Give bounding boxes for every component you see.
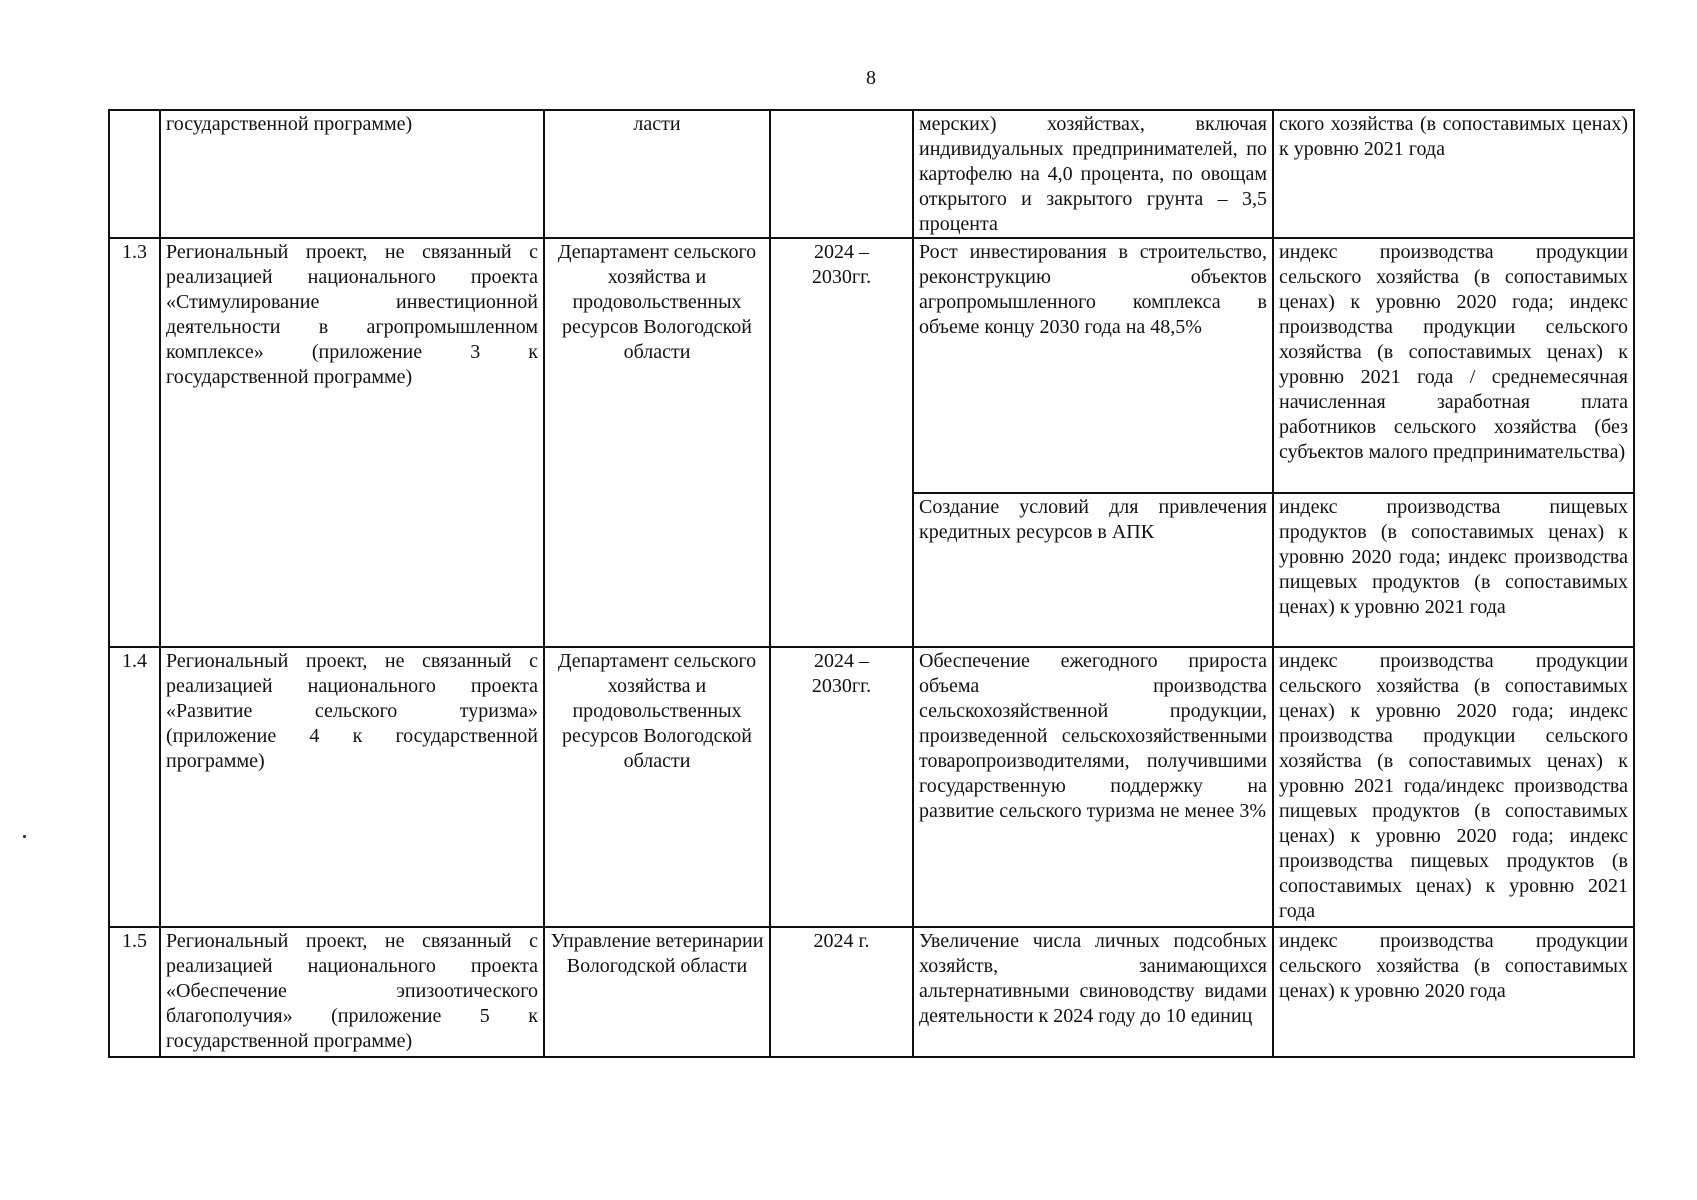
scan-speck-mark — [23, 835, 26, 838]
implementation-term-cell — [770, 927, 913, 1057]
implementation-term-cell — [770, 110, 913, 238]
project-name-cell: Региональный проект, не связанный с реализацией национального проекта «Обеспечение эпизоотического благополучия» (приложение 5 к государственной программе) — [160, 927, 544, 1057]
term-text: 2024 г. — [813, 930, 870, 952]
project-name-cell: Региональный проект, не связанный с реализацией национального проекта «Развитие сельского туризма» (приложение 4 к государственной программе) — [160, 647, 544, 927]
expected-result-cell: Увеличение числа личных подсобных хозяйств, занимающихся альтернативными свиноводству видами деятельности к 2024 году до 10 единиц — [913, 927, 1273, 1057]
table-row — [109, 927, 1634, 1057]
responsible-executor-cell: ласти — [544, 110, 770, 238]
term-text: 2024 – 2030гг. — [811, 241, 872, 288]
expected-result-cell: Создание условий для привлечения кредитных ресурсов в АПК — [913, 493, 1273, 647]
row-number-cell — [109, 110, 160, 238]
indicator-link-cell: индекс производства пищевых продуктов (в сопоставимых ценах) к уровню 2020 года; индекс производства пищевых продуктов (в сопоставимых ценах) к уровню 2021 года — [1273, 493, 1634, 647]
table-row — [109, 238, 1634, 493]
expected-result-cell: Обеспечение ежегодного прироста объема производства сельскохозяйственной продукции, произведенной сельскохозяйственными товаропроизводителями, получившими государственную поддержку на развитие сельского туризма не менее 3% — [913, 647, 1273, 927]
program-structure-table — [108, 109, 1635, 1058]
row-number-cell: 1.3 — [109, 238, 160, 647]
indicator-link-cell: индекс производства продукции сельского хозяйства (в сопоставимых ценах) к уровню 2020 года; индекс производства продукции сельского хозяйства (в сопоставимых ценах) к уровню 2021 года / среднемесячная начисленная заработная плата работников сельского хозяйства (без субъектов малого предпринимательства) — [1273, 238, 1634, 493]
page-number: 8 — [866, 67, 876, 89]
table-row — [109, 110, 1634, 238]
project-name-cell: государственной программе) — [160, 110, 544, 238]
project-name-cell: Региональный проект, не связанный с реализацией национального проекта «Стимулирование инвестиционной деятельности в агропромышленном комплексе» (приложение 3 к государственной программе) — [160, 238, 544, 647]
responsible-executor-cell: Департамент сельского хозяйства и продовольственных ресурсов Вологодской области — [544, 647, 770, 927]
responsible-executor-cell: Управление ветеринарии Вологодской области — [544, 927, 770, 1057]
implementation-term-cell — [770, 647, 913, 927]
term-text: 2024 – 2030гг. — [811, 650, 872, 697]
indicator-link-cell: индекс производства продукции сельского хозяйства (в сопоставимых ценах) к уровню 2020 года — [1273, 927, 1634, 1057]
row-number-cell: 1.4 — [109, 647, 160, 927]
indicator-link-cell: ского хозяйства (в сопоставимых ценах) к уровню 2021 года — [1273, 110, 1634, 238]
responsible-executor-cell: Департамент сельского хозяйства и продовольственных ресурсов Вологодской области — [544, 238, 770, 647]
indicator-link-cell: индекс производства продукции сельского хозяйства (в сопоставимых ценах) к уровню 2020 года; индекс производства продукции сельского хозяйства (в сопоставимых ценах) к уровню 2021 года/индекс производства пищевых продуктов (в сопоставимых ценах) к уровню 2020 года; индекс производства пищевых продуктов (в сопоставимых ценах) к уровню 2021 года — [1273, 647, 1634, 927]
implementation-term-cell — [770, 238, 913, 647]
expected-result-cell: мерских) хозяйствах, включая индивидуальных предпринимателей, по картофелю на 4,0 процента, по овощам открытого и закрытого грунта – 3,5 процента — [913, 110, 1273, 238]
row-number-cell: 1.5 — [109, 927, 160, 1057]
table-row — [109, 647, 1634, 927]
expected-result-cell: Рост инвестирования в строительство, реконструкцию объектов агропромышленного комплекса в объеме концу 2030 года на 48,5% — [913, 238, 1273, 493]
